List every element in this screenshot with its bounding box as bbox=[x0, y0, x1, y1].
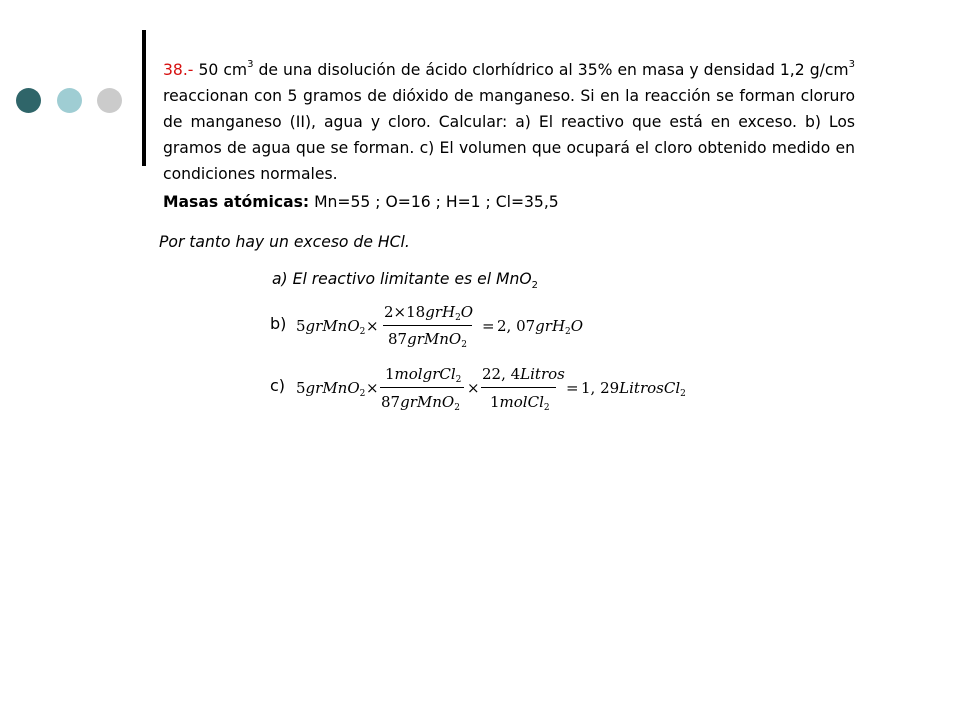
vertical-rule bbox=[142, 30, 146, 166]
answer-c-fraction-2-bar bbox=[481, 387, 556, 388]
answer-c-fraction-1-bar bbox=[380, 387, 464, 388]
answer-c-fraction-2-numerator: 22, 4Litros bbox=[482, 365, 565, 383]
answer-c-label: c) bbox=[270, 376, 286, 395]
answer-b-equals: = bbox=[482, 317, 495, 335]
answer-a-text: a) El reactivo limitante es el MnO bbox=[272, 270, 532, 288]
problem-text-2: de una disolución de ácido clorhídrico al 35% en masa y densidad 1,2 g/cm bbox=[253, 61, 849, 79]
answer-c-fraction-2-denominator: 1molCl$_2$ bbox=[490, 393, 550, 413]
answer-c-fraction-1-denominator: 87grMnO$_2$ bbox=[381, 393, 460, 413]
answer-b-times: × bbox=[366, 317, 379, 335]
answer-c-fraction-1-numerator: 1molgrCl$_2$ bbox=[385, 365, 462, 385]
answer-c-equals: = bbox=[566, 379, 579, 397]
answer-b-label: b) bbox=[270, 314, 287, 333]
dark-teal-dot bbox=[16, 88, 41, 113]
answer-c-result: 1, 29LitrosCl$_2$ bbox=[581, 379, 686, 399]
answer-b-denominator: 87grMnO$_2$ bbox=[388, 330, 467, 350]
answer-a bbox=[272, 270, 538, 291]
answer-b-lhs: 5grMnO$_2$ bbox=[296, 317, 366, 337]
problem-text-3: reaccionan con 5 gramos de dióxido de manganeso. Si en la reacción se forman cloruro de manganeso (II), agua y cloro. Calcular: a) El reactivo que está en exceso. b) Los gramos de agua que se forman. c) El volumen que ocupará el cloro obtenido medido en condiciones normales. bbox=[163, 87, 855, 183]
problem-number: 38.- bbox=[163, 61, 194, 79]
excess-conclusion: Por tanto hay un exceso de HCl. bbox=[159, 233, 410, 251]
answer-b-numerator: 2×18grH$_2$O bbox=[384, 303, 474, 323]
answer-b-fraction-bar bbox=[383, 325, 472, 326]
gray-dot bbox=[97, 88, 122, 113]
superscript-2: 3 bbox=[848, 58, 855, 70]
decorative-dots bbox=[0, 0, 140, 140]
answer-c-times-2: × bbox=[467, 379, 480, 397]
superscript-1: 3 bbox=[247, 58, 254, 70]
answer-c-times-1: × bbox=[366, 379, 379, 397]
light-blue-dot bbox=[57, 88, 82, 113]
problem-text-1: 50 cm bbox=[193, 61, 248, 79]
answer-b-result: 2, 07grH$_2$O bbox=[497, 317, 584, 337]
atomic-masses-values: Mn=55 ; O=16 ; H=1 ; Cl=35,5 bbox=[309, 193, 559, 211]
problem-statement bbox=[163, 57, 855, 187]
atomic-masses bbox=[163, 189, 559, 215]
answer-a-subscript: 2 bbox=[531, 280, 538, 292]
atomic-masses-label: Masas atómicas: bbox=[163, 193, 310, 211]
answer-c-lhs: 5grMnO$_2$ bbox=[296, 379, 366, 399]
